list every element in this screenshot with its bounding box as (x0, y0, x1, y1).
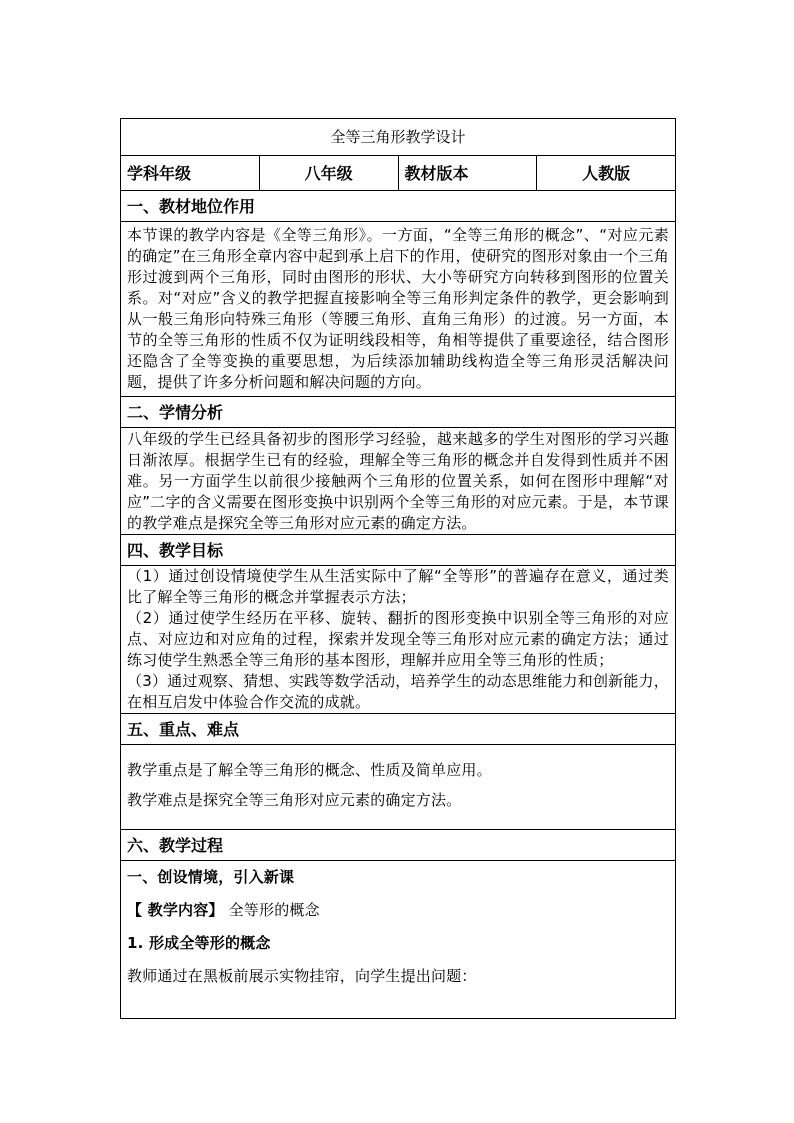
lesson-plan-table (120, 118, 676, 1019)
teaching-content-label: 【 教学内容】 (127, 901, 224, 919)
section-body-teaching-goals (121, 566, 676, 714)
section-body-teaching-process (121, 861, 676, 1019)
textbook-value: 人教版 (537, 156, 676, 191)
difficulty-text: 教学难点是探究全等三角形对应元素的确定方法。 (127, 791, 462, 809)
goal-2: （2）通过使学生经历在平移、旋转、翻折的图形变换中识别全等三角形的对应点、对应边和对应角的过程，探索并发现全等三角形对应元素的确定方法；通过练习使学生熟悉全等三角形的基本图形，理解并应用全等三角形的性质； (127, 609, 669, 669)
goal-1: （1）通过创设情境使学生从生活实际中了解“全等形”的普遍存在意义，通过类比了解全等三角形的概念并掌握表示方法； (127, 567, 669, 606)
section-heading-textbook-role: 一、教材地位作用 (121, 191, 676, 222)
lesson-plan-document (120, 118, 676, 1019)
key-point-text: 教学重点是了解全等三角形的概念、性质及简单应用。 (127, 761, 492, 779)
meta-row (121, 156, 676, 191)
student-analysis-text: 八年级的学生已经具备初步的图形学习经验，越来越多的学生对图形的学习兴趣日渐浓厚。根据学生已有的经验，理解全等三角形的概念并自发得到性质并不困难。另一方面学生以前很少接触两个三角形的位置关系，如何在图形中理解“对应”二字的含义需要在图形变换中识别两个全等三角形的对应元素。于是，本节课的教学难点是探究全等三角形对应元素的确定方法。 (127, 429, 669, 532)
process-step-title: 1. 形成全等形的概念 (127, 934, 271, 952)
textbook-role-text: 本节课的教学内容是《全等三角形》。一方面，“全等三角形的概念”、“对应元素的确定”在三角形全章内容中起到承上启下的作用，使研究的图形对象由一个三角形过渡到两个三角形，同时由图形的形状、大小等研究方向转移到图形的位置关系。对“对应”含义的教学把握直接影响全等三角形判定条件的教学，更会影响到从一般三角形向特殊三角形（等腰三角形、直角三角形）的过渡。另一方面，本节的全等三角形的性质不仅为证明线段相等，角相等提供了重要途径，结合图形还隐含了全等变换的重要思想，为后续添加辅助线构造全等三角形灵活解决问题，提供了许多分析问题和解决问题的方向。 (127, 226, 669, 391)
process-subheading: 一、创设情境，引入新课 (127, 868, 295, 886)
textbook-label: 教材版本 (398, 156, 537, 191)
section-heading-teaching-goals: 四、教学目标 (121, 535, 676, 566)
section-heading-student-analysis: 二、学情分析 (121, 397, 676, 428)
section-body-key-points (121, 745, 676, 830)
section-body-textbook-role (121, 222, 676, 397)
teaching-content-value: 全等形的概念 (223, 901, 320, 919)
section-heading-teaching-process: 六、教学过程 (121, 830, 676, 861)
section-heading-key-points: 五、重点、难点 (121, 714, 676, 745)
teaching-content-line (127, 900, 669, 921)
subject-label: 学科年级 (121, 156, 260, 191)
goal-3: （3）通过观察、猜想、实践等数学活动，培养学生的动态思维能力和创新能力，在相互启发中体验合作交流的成就。 (127, 672, 669, 711)
section-body-student-analysis (121, 428, 676, 535)
subject-value: 八年级 (259, 156, 398, 191)
teacher-activity-text: 教师通过在黑板前展示实物挂帘，向学生提出问题： (127, 967, 477, 985)
document-title: 全等三角形教学设计 (121, 119, 676, 156)
